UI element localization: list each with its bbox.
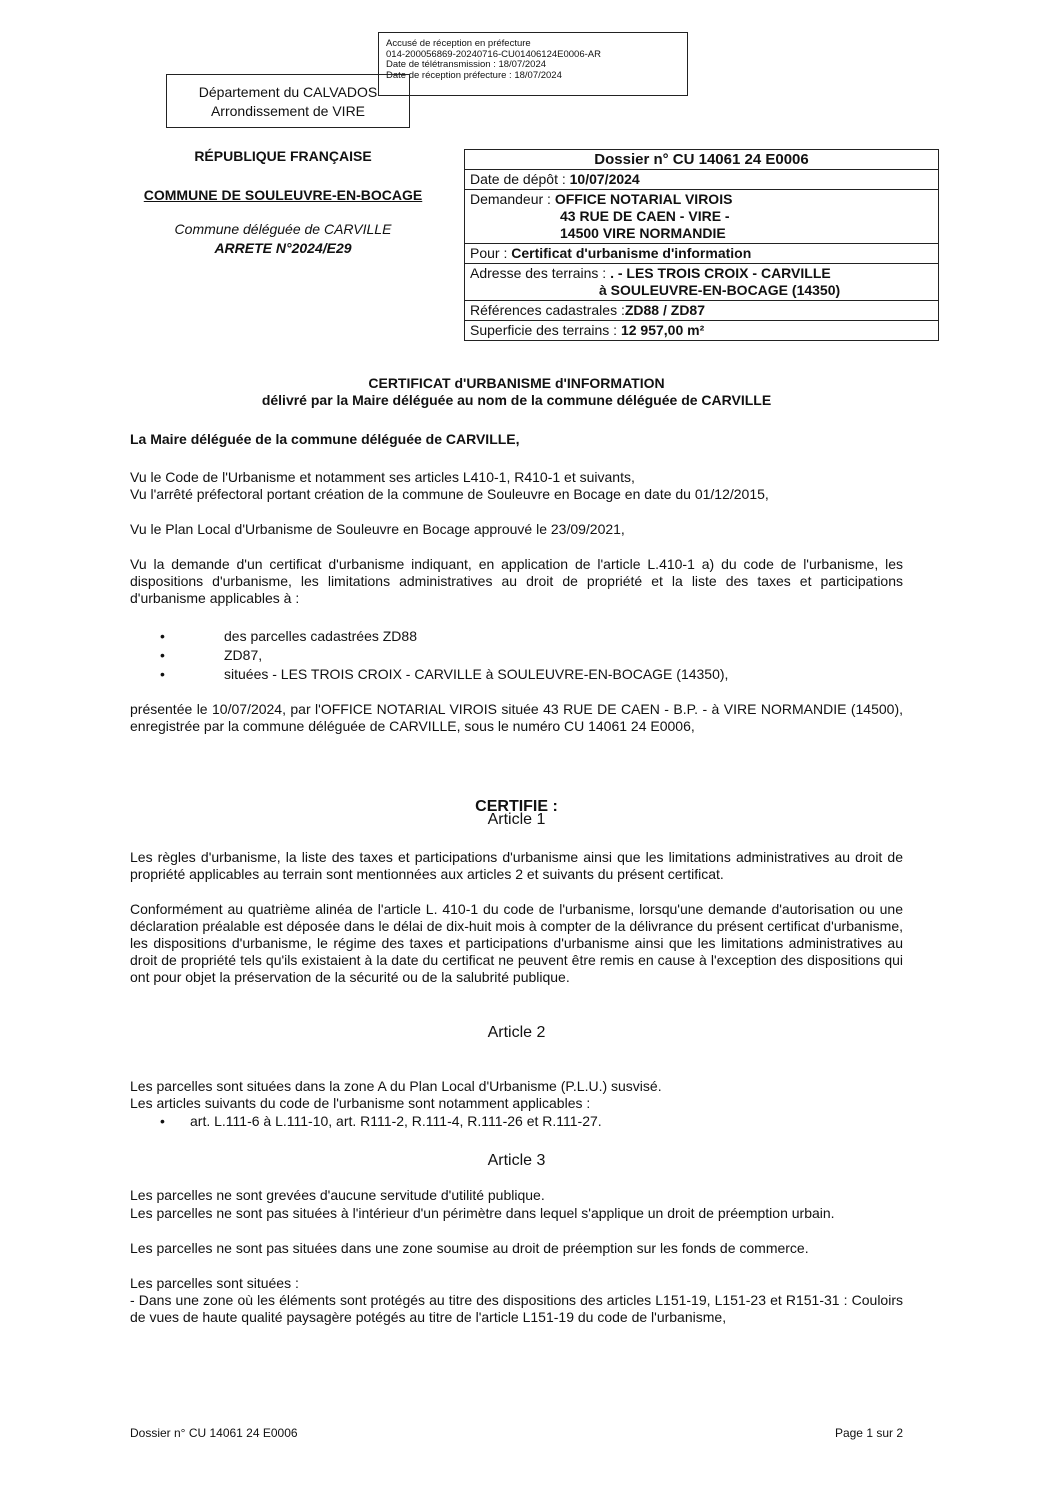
footer-page-number: Page 1 sur 2 (834, 1426, 903, 1440)
stamp-line: Date de réception préfecture : 18/07/2024 (386, 69, 562, 81)
footer-dossier-number: Dossier n° CU 14061 24 E0006 (130, 1426, 298, 1440)
superficie-row (465, 321, 938, 340)
date-depot-label: Date de dépôt : (470, 171, 570, 187)
commune-deleguee: Commune déléguée de CARVILLE (174, 221, 392, 237)
list-item: ZD87, (224, 647, 263, 663)
references-value: ZD88 / ZD87 (624, 302, 705, 318)
stamp-line: Accusé de réception en préfecture (386, 38, 531, 49)
pour-value: Certificat d'urbanisme d'information (511, 245, 752, 261)
vu-plu: Vu le Plan Local d'Urbanisme de Souleuvre en Bocage approuvé le 23/09/2021, (130, 521, 625, 537)
adresse-row (465, 264, 938, 301)
arrete-number: ARRETE N°2024/E29 (214, 240, 352, 256)
superficie-value: 12 957,00 m² (620, 322, 705, 338)
article1-paragraph1: Les règles d'urbanisme, la liste des taxes et participations d'urbanisme ainsi que les limitations administratives au droit de propriété applicables au terrain sont mentionnées aux articles 2 et suivants du présent certificat. (130, 849, 903, 882)
certifie-heading: CERTIFIE : (475, 798, 558, 815)
references-label: Références cadastrales : (470, 302, 625, 318)
pour-row (465, 244, 938, 264)
references-row (465, 301, 938, 321)
date-depot-value: 10/07/2024 (569, 171, 640, 187)
commune-heading: COMMUNE DE SOULEUVRE-EN-BOCAGE (143, 187, 423, 203)
article3-heading: Article 3 (487, 1152, 546, 1169)
adresse-value-1: . - LES TROIS CROIX - CARVILLE (610, 265, 831, 281)
bullet-icon: • (160, 1113, 165, 1129)
article1-paragraph2: Conformément au quatrième alinéa de l'article L. 410-1 du code de l'urbanisme, lorsqu'une demande d'autorisation ou une déclaration préalable est déposée dans le délai de dix-huit mois à compter de la délivrance du présent certificat d'urbanisme, les dispositions d'urbanisme, le régime des taxes et participations d'urbanisme ainsi que les limitations administratives au droit de propriété tels qu'ils existaient à la date du certificat ne peuvent être remis en cause à l'exception des dispositions qui ont pour objet la préservation de la sécurité ou de la salubrité publique. (130, 901, 903, 985)
presentee-paragraph: présentée le 10/07/2024, par l'OFFICE NOTARIAL VIROIS située 43 RUE DE CAEN - B.P. - à VIRE NORMANDIE (14500), enregistrée par la commune déléguée de CARVILLE, sous le numéro CU 14061 24 E0006, (130, 701, 903, 734)
list-item: des parcelles cadastrées ZD88 (224, 628, 417, 644)
article2-heading: Article 2 (487, 1024, 546, 1041)
article3-paragraph1: Les parcelles ne sont grevées d'aucune servitude d'utilité publique. (130, 1187, 545, 1203)
bullet-icon: • (160, 628, 165, 644)
stamp-line: Date de télétransmission : 18/07/2024 (386, 59, 547, 70)
certificate-title-line1: CERTIFICAT d'URBANISME d'INFORMATION (368, 375, 665, 391)
demandeur-address-1: 43 RUE DE CAEN - VIRE - (560, 208, 730, 224)
bullet-icon: • (160, 666, 165, 682)
certificate-title-line2: délivré par la Maire déléguée au nom de la commune déléguée de CARVILLE (261, 392, 772, 408)
vu-arrete-prefectoral: Vu l'arrêté préfectoral portant création de la commune de Souleuvre en Bocage en date du 01/12/2015, (130, 486, 769, 502)
maire-line: La Maire déléguée de la commune déléguée de CARVILLE, (130, 431, 520, 447)
article3-paragraph2: Les parcelles ne sont pas situées à l'intérieur d'un périmètre dans lequel s'applique un droit de préemption urbain. (130, 1205, 835, 1221)
article3-paragraph4: Les parcelles sont situées : (130, 1275, 299, 1291)
article3-paragraph3: Les parcelles ne sont pas situées dans une zone soumise au droit de préemption sur les fonds de commerce. (130, 1240, 809, 1256)
date-depot-row (465, 170, 938, 190)
arrondissement-line: Arrondissement de VIRE (210, 103, 366, 119)
article2-bullet-item: art. L.111-6 à L.111-10, art. R111-2, R.111-4, R.111-26 et R.111-27. (190, 1113, 602, 1129)
demandeur-row (465, 190, 938, 244)
vu-code-urbanisme: Vu le Code de l'Urbanisme et notamment ses articles L410-1, R410-1 et suivants, (130, 469, 635, 485)
superficie-label: Superficie des terrains : (470, 322, 621, 338)
adresse-label: Adresse des terrains : (470, 265, 611, 281)
adresse-value-2: à SOULEUVRE-EN-BOCAGE (14350) (599, 282, 841, 298)
article2-paragraph2: Les articles suivants du code de l'urbanisme sont notamment applicables : (130, 1095, 591, 1111)
article1-heading: Article 1 (487, 811, 546, 828)
article3-paragraph5: - Dans une zone où les éléments sont protégés au titre des dispositions des articles L151-19, L151-23 et R151-31 : Couloirs de vues de haute qualité paysagère potégés au titre de l'article L151-19 du code de l'urbanisme, (130, 1292, 903, 1325)
prefecture-receipt-stamp (378, 32, 688, 96)
stamp-line: 014-200056869-20240716-CU01406124E0006-AR (386, 48, 601, 60)
department-line: Département du CALVADOS (198, 84, 378, 100)
demandeur-name: OFFICE NOTARIAL VIROIS (554, 191, 733, 207)
dossier-number: Dossier n° CU 14061 24 E0006 (465, 150, 938, 170)
pour-label: Pour : (470, 245, 512, 261)
republique-heading: RÉPUBLIQUE FRANÇAISE (194, 148, 372, 164)
article2-paragraph1: Les parcelles sont situées dans la zone A du Plan Local d'Urbanisme (P.L.U.) susvisé. (130, 1078, 662, 1094)
vu-demande: Vu la demande d'un certificat d'urbanisme indiquant, en application de l'article L.410-1 a) du code de l'urbanisme, les dispositions d'urbanisme, les limitations administratives au droit de propriété et la liste des taxes et participations d'urbanisme applicables à : (130, 556, 903, 606)
dossier-info-table (464, 149, 939, 341)
certificate-title (130, 375, 903, 409)
bullet-icon: • (160, 647, 165, 663)
demandeur-label: Demandeur : (470, 191, 555, 207)
list-item: situées - LES TROIS CROIX - CARVILLE à SOULEUVRE-EN-BOCAGE (14350), (224, 666, 729, 682)
demandeur-address-2: 14500 VIRE NORMANDIE (560, 225, 726, 241)
department-box (166, 74, 410, 128)
